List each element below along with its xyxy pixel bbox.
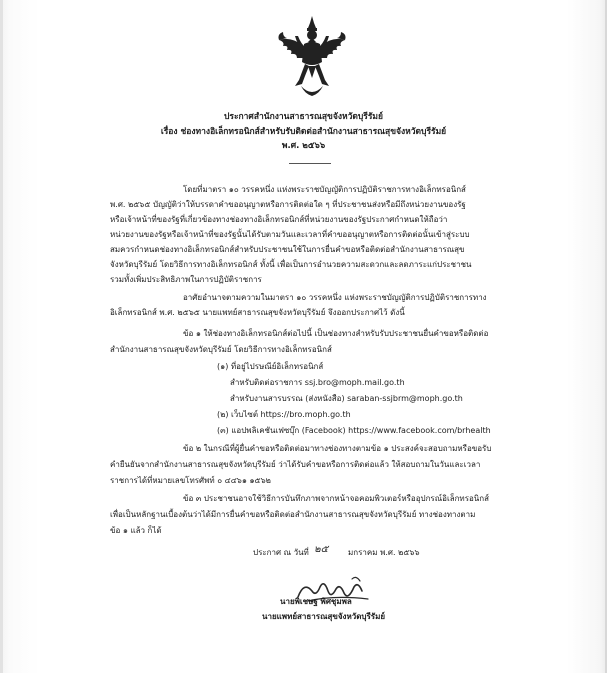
announce-day-handwritten: ๒๕ [314,544,329,555]
facebook-link: (๓) แอปพลิเคชันเฟซบุ๊ก (Facebook) https://www.facebook.com/brhealth [217,426,491,435]
announce-date-prefix: ประกาศ ณ วันที่ [253,548,309,557]
signatory-position: นายแพทย์สาธารณสุขจังหวัดบุรีรัมย์ [262,612,386,621]
paragraph-1-line: พ.ศ. ๒๕๖๕ บัญญัติว่าให้บรรดาคำขออนุญาตหรือการติดต่อใด ๆ ที่ประชาชนส่งหรือมีถึงหน่วยงานของรัฐ [110,200,466,209]
item-1-line: สำนักงานสาธารณสุขจังหวัดบุรีรัมย์ โดยวิธีการทางอิเล็กทรอนิกส์ [110,345,332,354]
item-2-line: ราชการได้ที่หมายเลขโทรศัพท์ ๐ ๔๔๖๑ ๑๕๖๒ [110,476,271,485]
website-link: (๒) เว็บไซต์ https://bro.moph.go.th [217,410,351,419]
paragraph-1-line: รวมทั้งเพิ่มประสิทธิภาพในการปฏิบัติราชการ [110,275,262,284]
paragraph-1-line: สมควรกำหนดช่องทางอิเล็กทรอนิกส์สำหรับประชาชนใช้ในการยื่นคำขอหรือติดต่อสำนักงานสาธารณสุข [110,245,465,254]
item-3-line: ข้อ ๓ ประชาชนอาจใช้วิธีการบันทึกภาพจากหน้าจอคอมพิวเตอร์หรืออุปกรณ์อิเล็กทรอนิกส์ [183,494,490,503]
announcement-title: ประกาศสำนักงานสาธารณสุขจังหวัดบุรีรัมย์ [223,112,383,122]
item-3-line: ข้อ ๑ แล้ว ก็ได้ [110,526,162,535]
email-saraban-contact: สำหรับงานสารบรรณ (ส่งหนังสือ) saraban-ssjbrm@moph.go.th [230,394,463,403]
paragraph-1-line: หน่วยงานของรัฐหรือเจ้าหน้าที่ของรัฐนั้นได้รับตามวันและเวลาที่คำขออนุญาตหรือการติดต่อนั้นเข้าสู่ระบบ [110,230,470,239]
title-divider [289,163,331,164]
signatory-name: นายพิเชษฐ พิศชุมพล [280,597,352,606]
paragraph-1-line: หรือเจ้าหน้าที่ของรัฐที่เกี่ยวข้องทางช่องทางอิเล็กทรอนิกส์ที่หน่วยงานของรัฐประกาศกำหนดให้ถือว่า [110,215,448,224]
announcement-subject: เรื่อง ช่องทางอิเล็กทรอนิกส์สำหรับรับติดต่อสำนักงานสาธารณสุขจังหวัดบุรีรัมย์ [160,127,447,137]
paragraph-1-line: โดยที่มาตรา ๑๐ วรรคหนึ่ง แห่งพระราชบัญญัติการปฏิบัติราชการทางอิเล็กทรอนิกส์ [183,185,466,194]
email-gov-contact: สำหรับติดต่อราชการ ssj.bro@moph.mail.go.th [230,378,405,387]
email-heading: (๑) ที่อยู่ไปรษณีย์อิเล็กทรอนิกส์ [217,362,324,371]
announcement-year: พ.ศ. ๒๕๖๖ [281,141,326,151]
item-3-line: เพื่อเป็นหลักฐานเบื้องต้นว่าได้มีการยื่นคำขอหรือติดต่อสำนักงานสาธารณสุขจังหวัดบุรีรัมย์ ทางช่องทางตาม [110,510,476,519]
paragraph-1-line: จังหวัดบุรีรัมย์ โดยวิธีการทางอิเล็กทรอนิกส์ ทั้งนี้ เพื่อเป็นการอำนวยความสะดวกและลดภาระแก่ประชาชน [110,260,472,269]
paragraph-2-line: อิเล็กทรอนิกส์ พ.ศ. ๒๕๖๕ นายแพทย์สาธารณสุขจังหวัดบุรีรัมย์ จึงออกประกาศไว้ ดังนี้ [110,308,405,317]
item-2-line: คำยืนยันจากสำนักงานสาธารณสุขจังหวัดบุรีรัมย์ ว่าได้รับคำขอหรือการติดต่อแล้ว ให้สอบถามในวันและเวลา [110,460,481,469]
paragraph-2-line: อาศัยอำนาจตามความในมาตรา ๑๐ วรรคหนึ่ง แห่งพระราชบัญญัติการปฏิบัติราชการทาง [183,293,487,302]
announce-date-rest: มกราคม พ.ศ. ๒๕๖๖ [348,548,420,557]
scan-left-edge [0,0,3,673]
item-2-line: ข้อ ๒ ในกรณีที่ผู้ยื่นคำขอหรือติดต่อมาทางช่องทางตามข้อ ๑ ประสงค์จะสอบถามหรือขอรับ [183,444,492,453]
garuda-emblem-icon [275,14,349,100]
item-1-line: ข้อ ๑ ให้ช่องทางอิเล็กทรอนิกส์ต่อไปนี้ เป็นช่องทางสำหรับรับประชาชนยื่นคำขอหรือติดต่อ [183,329,489,338]
